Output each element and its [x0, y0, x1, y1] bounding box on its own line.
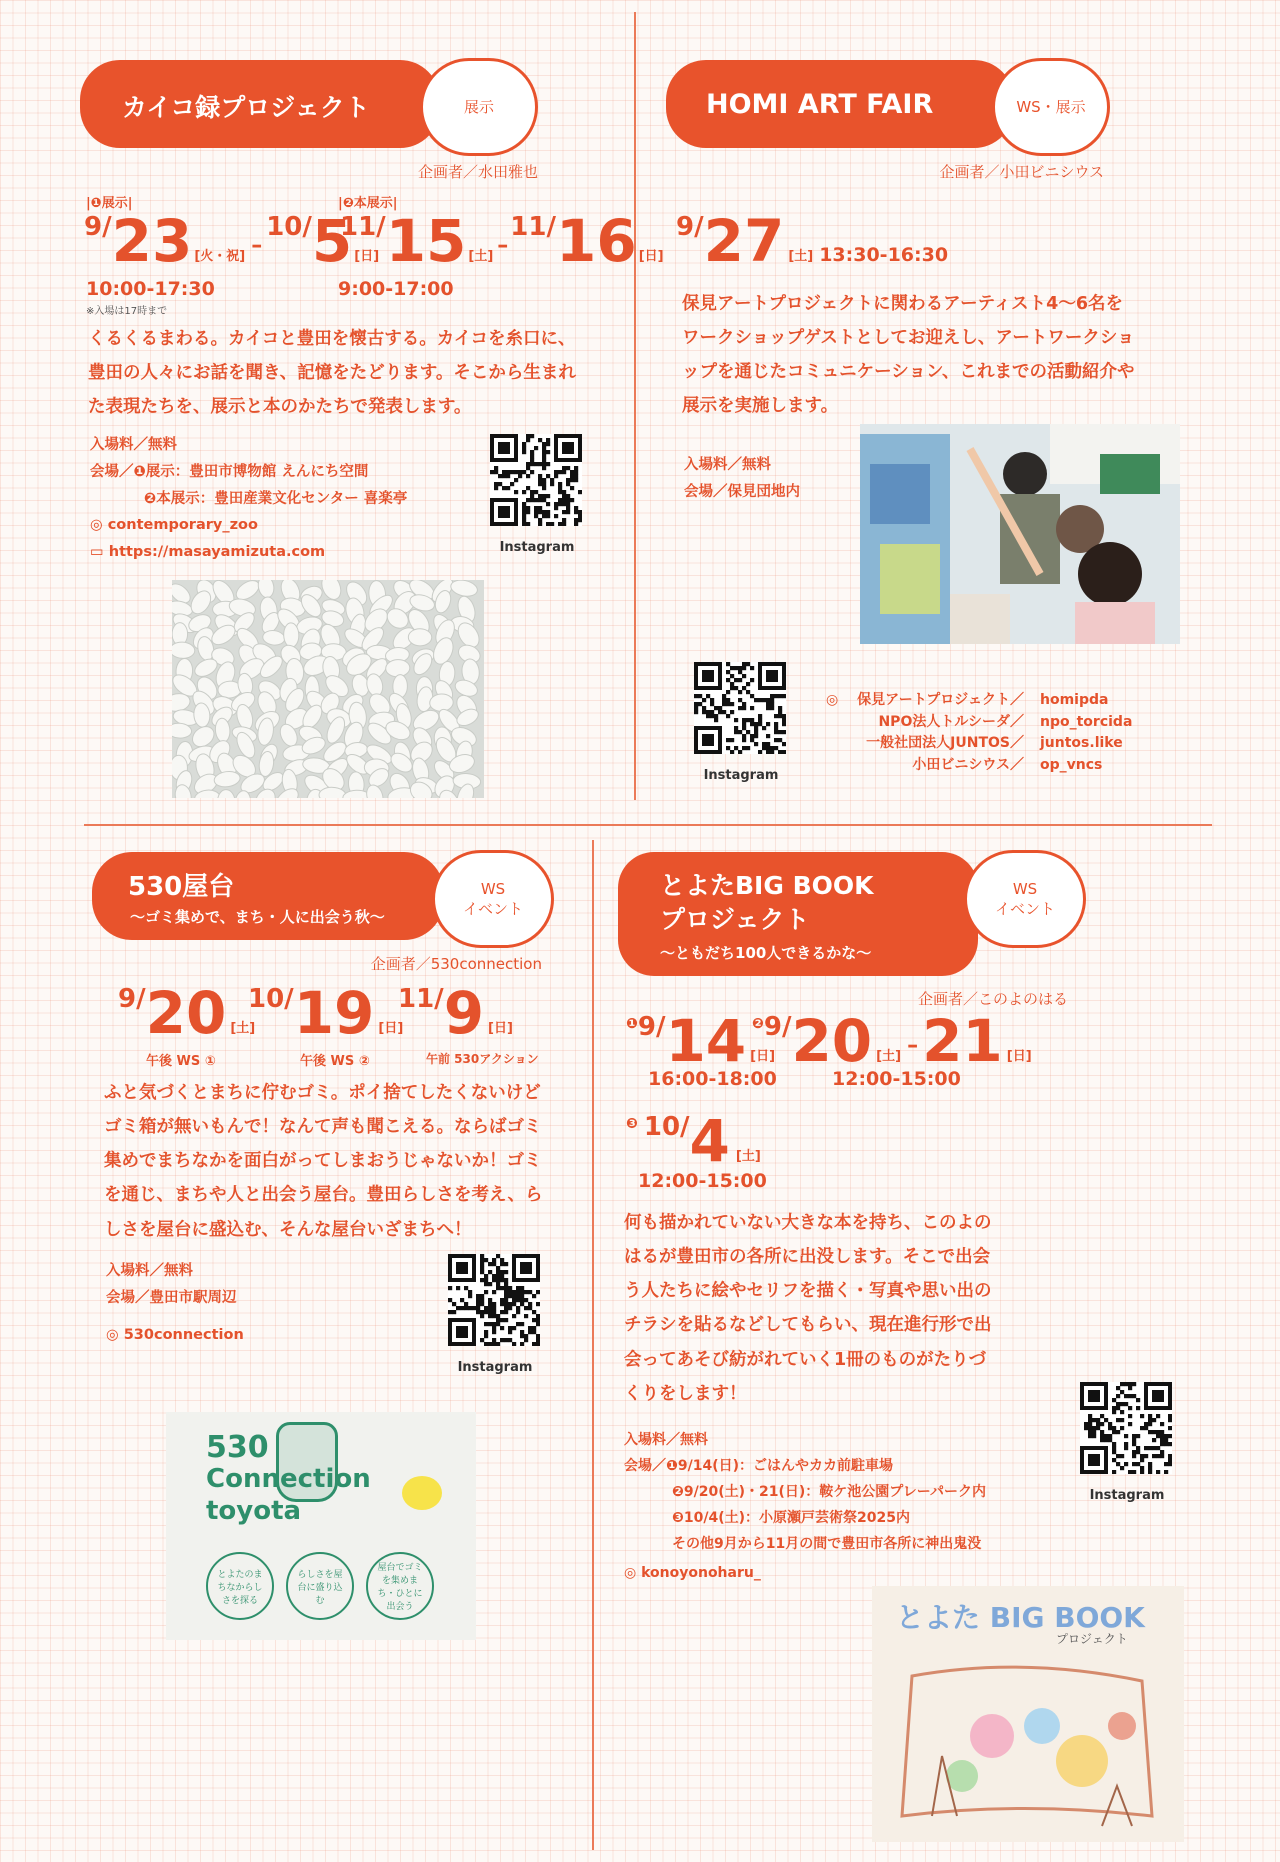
homi-sns-name: NPO法人トルシーダ／ — [878, 713, 1024, 730]
kaiko-title-pill — [80, 60, 440, 148]
yatai-organizer: 企画者／530connection — [370, 955, 542, 973]
homi-sns-handle[interactable]: npo_torcida — [1040, 713, 1133, 730]
kaiko-date-range-2 — [340, 207, 664, 275]
yatai-date-3 — [398, 979, 513, 1047]
homi-day: 27 — [703, 207, 785, 275]
yatai-description: ふと気づくとまちに佇むゴミ。ポイ捨てしたくないけどゴミ箱が無いもんで！なんて声も聞こえる。ならばゴミ集めでまちなかを面白がってしまおうじゃないか！ゴミを通じ、まちや人と出会う屋台。豊田らしさを考え、らしさを屋台に盛込む、そんな屋台いざまちへ！ — [104, 1083, 543, 1240]
bigbook-art-sub: プロジェクト — [1056, 1632, 1128, 1646]
yatai-qr-code[interactable] — [448, 1254, 540, 1346]
bigbook-art-title: とよた BIG BOOK — [896, 1601, 1145, 1634]
kaiko-d2-weekday: [日] — [354, 249, 380, 264]
kaiko-qr-label: Instagram — [499, 540, 575, 555]
kaiko-instagram-row[interactable] — [90, 512, 407, 539]
yatai-d1-weekday: [土] — [230, 1021, 256, 1036]
bigbook-time-1: 16:00-18:00 — [648, 1068, 777, 1090]
kaiko-d3-day: 15 — [385, 207, 467, 275]
homi-sns-handle[interactable]: op_vncs — [1040, 757, 1103, 774]
yatai-tag-line-1: WS — [480, 879, 506, 898]
horizontal-divider — [84, 824, 1212, 826]
yatai-tag-line-2: イベント — [462, 900, 523, 918]
yatai-d2-month: 10/ — [248, 984, 294, 1014]
homi-sns-name: 保見アートプロジェクト／ — [857, 692, 1024, 708]
kaiko-d2-month: 10/ — [266, 212, 312, 242]
homi-sns-row[interactable] — [826, 755, 1132, 777]
monitor-icon: ▭ — [90, 544, 109, 561]
bigbook-d1-weekday: [日] — [750, 1049, 776, 1064]
kaiko-d4-weekday: [日] — [638, 249, 664, 264]
kaiko-d3-month: 11/ — [340, 212, 386, 242]
logo-circle-1 — [206, 1552, 274, 1620]
bigbook-venue-1: 会場／❶9/14(日)：ごはんやカカ前駐車場 — [624, 1457, 893, 1474]
yatai-d1-note: 午後 WS ① — [146, 1054, 216, 1069]
vertical-divider-bottom — [592, 840, 594, 1850]
yatai-d3-day: 9 — [443, 979, 485, 1047]
kaiko-d4-day: 16 — [555, 207, 637, 275]
instagram-icon: ◎ — [90, 517, 108, 534]
kaiko-d3-weekday: [土] — [468, 249, 494, 264]
number-badge-1: ❶ — [626, 1016, 638, 1032]
bigbook-time-3: 12:00-15:00 — [638, 1170, 767, 1192]
bigbook-date-2 — [752, 1007, 1032, 1075]
homi-sns-name: 小田ビニシウス／ — [912, 757, 1024, 774]
logo-connection: Connection — [206, 1464, 371, 1494]
bigbook-subtitle: 〜ともだち100人できるかな〜 — [660, 944, 872, 962]
kaiko-website-link[interactable]: https://masayamizuta.com — [108, 544, 326, 561]
homi-organizer: 企画者／小田ビニシウス — [939, 163, 1104, 181]
bigbook-venue-3: ❸10/4(土)：小原瀬戸芸術祭2025内 — [672, 1509, 910, 1526]
kaiko-time-1: 10:00-17:30 — [86, 278, 215, 300]
bigbook-date-3 — [626, 1107, 761, 1175]
homi-info — [684, 452, 800, 506]
bigbook-d4-day: 4 — [689, 1107, 730, 1175]
kaiko-instagram-handle[interactable]: contemporary_zoo — [107, 517, 258, 534]
yatai-date-2 — [248, 979, 404, 1047]
kaiko-d2-day: 5 — [311, 207, 353, 275]
kaiko-description: くるくるまわる。カイコと豊田を懐古する。カイコを糸口に、豊田の人々にお話を聞き、記憶をたどります。そこから生まれた表現たちを、展示と本のかたちで発表します。 — [88, 329, 576, 418]
bigbook-fee: 入場料／無料 — [624, 1432, 708, 1448]
homi-sns-list — [826, 690, 1132, 777]
bigbook-title-2: プロジェクト — [660, 905, 810, 934]
yatai-d1-day: 20 — [145, 979, 227, 1047]
kaiko-fee: 入場料／無料 — [90, 437, 177, 453]
bigbook-tag-line-1: WS — [1012, 879, 1038, 898]
yatai-fee: 入場料／無料 — [106, 1263, 193, 1279]
logo-toyota: toyota — [206, 1496, 302, 1526]
yatai-venue: 会場／豊田市駅周辺 — [106, 1289, 237, 1306]
homi-month: 9/ — [676, 212, 704, 242]
number-badge-3: ❸ — [626, 1116, 638, 1132]
logo-circle-3-text: 屋台でゴミを集めまち・ひとに出会う — [377, 1563, 423, 1612]
bigbook-tag-line-2: イベント — [994, 900, 1055, 918]
bigbook-d2-weekday: [土] — [876, 1049, 902, 1064]
homi-qr-code[interactable] — [694, 662, 786, 754]
homi-sns-handle[interactable]: juntos.like — [1040, 735, 1123, 752]
homi-title: HOMI ART FAIR — [706, 89, 934, 120]
bigbook-d3-weekday: [日] — [1006, 1049, 1032, 1064]
kaiko-d1-day: 23 — [111, 207, 193, 275]
yatai-logo-card — [166, 1412, 476, 1640]
bigbook-drawing — [872, 1586, 1184, 1842]
homi-date — [676, 207, 949, 275]
bigbook-tag — [964, 850, 1086, 948]
bigbook-instagram-row[interactable] — [624, 1561, 986, 1587]
bigbook-qr-code[interactable] — [1080, 1382, 1172, 1474]
bigbook-description: 何も描かれていない大きな本を持ち、このよのはるが豊田市の各所に出没します。そこで出会う人たちに絵やセリフを描く・写真や思い出のチラシを貼るなどしてもらい、現在進行形で出会ってあそび紡がれていく1冊のものがたりづくりをします！ — [624, 1213, 992, 1404]
bigbook-title-pill — [618, 852, 978, 976]
yatai-info — [106, 1258, 244, 1348]
bigbook-instagram-handle[interactable]: konoyonoharu_ — [641, 1565, 761, 1582]
bigbook-d4-weekday: [土] — [735, 1149, 761, 1164]
bigbook-d3-day: 21 — [922, 1007, 1003, 1075]
bigbook-d1-month: 9/ — [637, 1012, 666, 1042]
kaiko-d4-month: 11/ — [510, 212, 556, 242]
kaiko-info — [90, 432, 407, 566]
yatai-tag — [432, 850, 554, 948]
yatai-title-pill — [92, 852, 444, 940]
bigbook-qr-label: Instagram — [1089, 1488, 1165, 1503]
kaiko-d1-weekday: [火・祝] — [194, 249, 246, 264]
kaiko-label-exhibit: |❶展示| — [86, 196, 133, 211]
kaiko-title: カイコ録プロジェクト — [122, 93, 370, 122]
kaiko-note: ※入場は17時まで — [86, 306, 168, 317]
bag-icon — [276, 1422, 338, 1502]
kaiko-label-main-exhibit: |❷本展示| — [338, 196, 398, 211]
yatai-instagram-row[interactable] — [106, 1322, 244, 1349]
homi-qr-label: Instagram — [703, 768, 779, 783]
kaiko-date-range-1 — [84, 207, 380, 275]
bigbook-venue-2: ❷9/20(土)・21(日)：鞍ケ池公園プレーパーク内 — [672, 1483, 987, 1500]
yatai-d2-weekday: [日] — [378, 1021, 404, 1036]
kaiko-venue-2: ❷本展示：豊田産業文化センター 喜楽亭 — [144, 490, 408, 507]
logo-circle-2-text: らしさを屋台に盛り込む — [297, 1569, 343, 1606]
kaiko-d1-month: 9/ — [84, 212, 112, 242]
homi-sns-row[interactable] — [826, 733, 1132, 755]
homi-title-pill — [666, 60, 1014, 148]
kaiko-tag-label: 展示 — [463, 97, 494, 116]
kaiko-website-row[interactable] — [90, 539, 407, 566]
bigbook-venue-4: その他9月から11月の間で豊田市各所に神出鬼没 — [672, 1535, 982, 1552]
sun-badge-icon — [402, 1476, 442, 1510]
instagram-icon: ◎ — [106, 1326, 124, 1343]
yatai-d2-day: 19 — [293, 979, 375, 1047]
yatai-d3-month: 11/ — [398, 984, 444, 1014]
vertical-divider-top — [634, 12, 636, 800]
bigbook-organizer: 企画者／このよのはる — [917, 990, 1068, 1008]
homi-sns-row[interactable] — [826, 712, 1132, 734]
yatai-title: 530屋台 — [128, 872, 235, 902]
instagram-icon: ◎ — [624, 1565, 642, 1582]
yatai-date-1 — [118, 979, 256, 1047]
kaiko-tag — [420, 58, 538, 156]
logo-circle-2 — [286, 1552, 354, 1620]
logo-circle-3 — [366, 1552, 434, 1620]
homi-sns-row[interactable] — [826, 690, 1132, 712]
instagram-icon: ◎ — [826, 692, 839, 708]
logo-circle-1-text: とよたのまちなからしさを探る — [217, 1569, 263, 1606]
homi-fee: 入場料／無料 — [684, 457, 771, 473]
homi-tag — [992, 58, 1110, 156]
kaiko-venue-1: 会場／❶展示：豊田市博物館 えんにち空間 — [90, 463, 369, 480]
bigbook-dash: – — [907, 1033, 919, 1058]
homi-weekday: [土] — [788, 249, 814, 264]
homi-description: 保見アートプロジェクトに関わるアーティスト4〜6名をワークショップゲストとしてお迎えし、アートワークショップを通じたコミュニケーション、これまでの活動紹介や展示を実施します。 — [682, 294, 1135, 417]
bigbook-title-1: とよたBIG BOOK — [660, 871, 874, 900]
yatai-instagram-handle[interactable]: 530connection — [123, 1326, 244, 1343]
homi-venue: 会場／保見団地内 — [684, 483, 800, 500]
logo-530: 530 — [206, 1430, 269, 1465]
kaiko-time-2: 9:00-17:00 — [338, 278, 454, 300]
bigbook-d4-month: 10/ — [643, 1112, 690, 1142]
homi-sns-name: 一般社団法人JUNTOS／ — [866, 735, 1024, 752]
bigbook-info — [624, 1428, 986, 1587]
yatai-d1-month: 9/ — [118, 984, 146, 1014]
bigbook-time-2: 12:00-15:00 — [832, 1068, 961, 1090]
yatai-d3-weekday: [日] — [488, 1021, 513, 1036]
kaiko-dash: – — [251, 233, 263, 258]
yatai-qr-label: Instagram — [457, 1360, 533, 1375]
homi-tag-label: WS・展示 — [1016, 97, 1086, 116]
bigbook-d1-day: 14 — [665, 1007, 747, 1075]
cocoon-photo — [172, 580, 484, 798]
kaiko-qr-code[interactable] — [490, 434, 582, 526]
yatai-d3-note: 午前 530アクション — [426, 1052, 539, 1066]
homi-time: 13:30-16:30 — [819, 244, 949, 266]
homi-painting-photo — [860, 424, 1180, 644]
kaiko-organizer: 企画者／水田雅也 — [417, 163, 538, 181]
bigbook-d2-day: 20 — [791, 1007, 873, 1075]
homi-sns-handle[interactable]: homipda — [1040, 692, 1109, 708]
kaiko-dash-2: – — [497, 233, 509, 258]
number-badge-2: ❷ — [752, 1016, 764, 1032]
bigbook-d2-month: 9/ — [763, 1012, 792, 1042]
yatai-subtitle: 〜ゴミ集めで、まち・人に出会う秋〜 — [130, 908, 385, 926]
yatai-d2-note: 午後 WS ② — [300, 1054, 370, 1069]
